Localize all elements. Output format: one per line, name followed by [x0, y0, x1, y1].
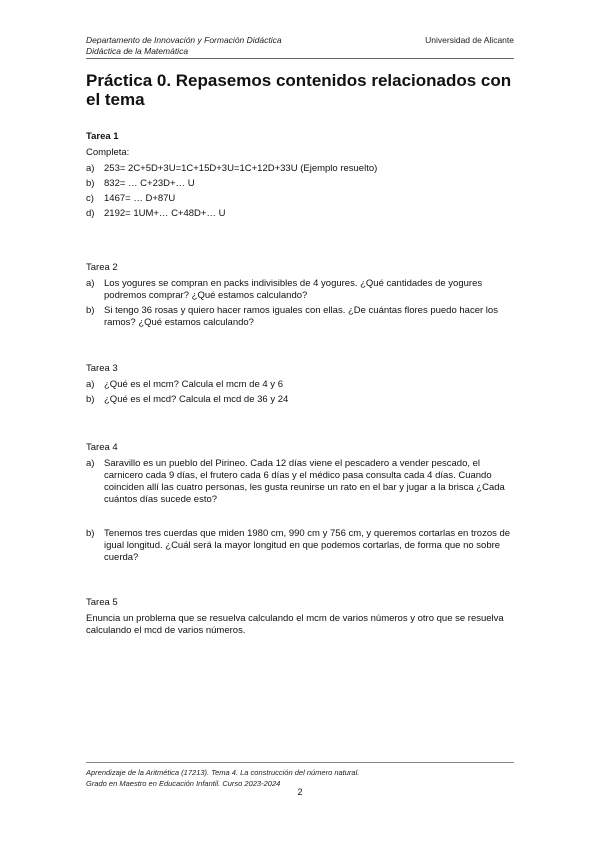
department-name: Departamento de Innovación y Formación Didáctica	[86, 35, 282, 45]
list-item	[86, 305, 516, 329]
list-item	[86, 528, 516, 564]
item-text: 1467= … D+87U	[104, 193, 176, 204]
item-label: c)	[86, 193, 94, 204]
page-footer	[86, 762, 514, 789]
item-label: a)	[86, 458, 95, 469]
item-label: b)	[86, 394, 95, 405]
list-item	[86, 278, 516, 302]
page-title: Práctica 0. Repasemos contenidos relacionados con el tema	[86, 71, 512, 109]
item-text: 253= 2C+5D+3U=1C+15D+3U=1C+12D+33U (Ejemplo resuelto)	[104, 163, 378, 174]
tarea-5-title: Tarea 5	[86, 597, 118, 608]
item-text: Saravillo es un pueblo del Pirineo. Cada 12 días viene el pescadero a vender pescado, el carnicero cada 9 días, el frutero cada 6 días y el médico pasa consulta cada 4 días. Cuando coinciden allí las cuatro personas, les gusta reunirse un rato en el bar y jugar a la brisca ¿Cada cuántos días sucede esto?	[104, 458, 505, 505]
footer-degree: Grado en Maestro en Educación Infantil. Curso 2023-2024	[86, 779, 281, 788]
tarea-2	[86, 262, 516, 332]
list-item	[86, 458, 516, 506]
subject-name: Didáctica de la Matemática	[86, 46, 189, 56]
item-label: b)	[86, 305, 95, 316]
list-item	[86, 178, 516, 190]
tarea-1-intro: Completa:	[86, 147, 130, 158]
page-number: 2	[297, 787, 303, 797]
item-label: d)	[86, 208, 95, 219]
tarea-2-title: Tarea 2	[86, 262, 118, 273]
tarea-5	[86, 597, 516, 637]
tarea-4	[86, 442, 516, 567]
item-text: Tenemos tres cuerdas que miden 1980 cm, 990 cm y 756 cm, y queremos cortarlas en trozos de igual longitud. ¿Cuál será la mayor longitud en que podemos cortarlas, de forma que no sobre cuerda?	[104, 528, 511, 563]
item-text: 2192= 1UM+… C+48D+… U	[104, 208, 226, 219]
tarea-5-text: Enuncia un problema que se resuelva calculando el mcm de varios números y otro que se resuelva calculando el mcd de varios números.	[86, 613, 504, 636]
footer-course: Aprendizaje de la Aritmética (17213). Tema 4. La construcción del número natural.	[86, 768, 360, 777]
item-label: b)	[86, 528, 95, 539]
item-label: a)	[86, 163, 95, 174]
list-item	[86, 394, 516, 406]
tarea-3-title: Tarea 3	[86, 363, 118, 374]
header-divider	[86, 58, 514, 59]
page-header	[86, 35, 514, 57]
tarea-4-title: Tarea 4	[86, 442, 118, 453]
list-item	[86, 163, 516, 175]
list-item	[86, 193, 516, 205]
list-item	[86, 379, 516, 391]
item-text: Si tengo 36 rosas y quiero hacer ramos iguales con ellas. ¿De cuántas flores puedo hacer los ramos? ¿Qué estamos calculando?	[104, 305, 498, 328]
item-text: ¿Qué es el mcd? Calcula el mcd de 36 y 24	[104, 394, 289, 405]
item-text: 832= … C+23D+… U	[104, 178, 195, 189]
list-item	[86, 208, 516, 220]
tarea-3	[86, 363, 516, 409]
item-text: Los yogures se compran en packs indivisibles de 4 yogures. ¿Qué cantidades de yogures podremos comprar? ¿Qué estamos calculando?	[104, 278, 483, 301]
item-label: a)	[86, 278, 95, 289]
item-text: ¿Qué es el mcm? Calcula el mcm de 4 y 6	[104, 379, 283, 390]
item-label: b)	[86, 178, 95, 189]
item-label: a)	[86, 379, 95, 390]
university-name: Universidad de Alicante	[425, 35, 514, 45]
tarea-1	[86, 131, 516, 223]
tarea-1-title: Tarea 1	[86, 131, 119, 142]
